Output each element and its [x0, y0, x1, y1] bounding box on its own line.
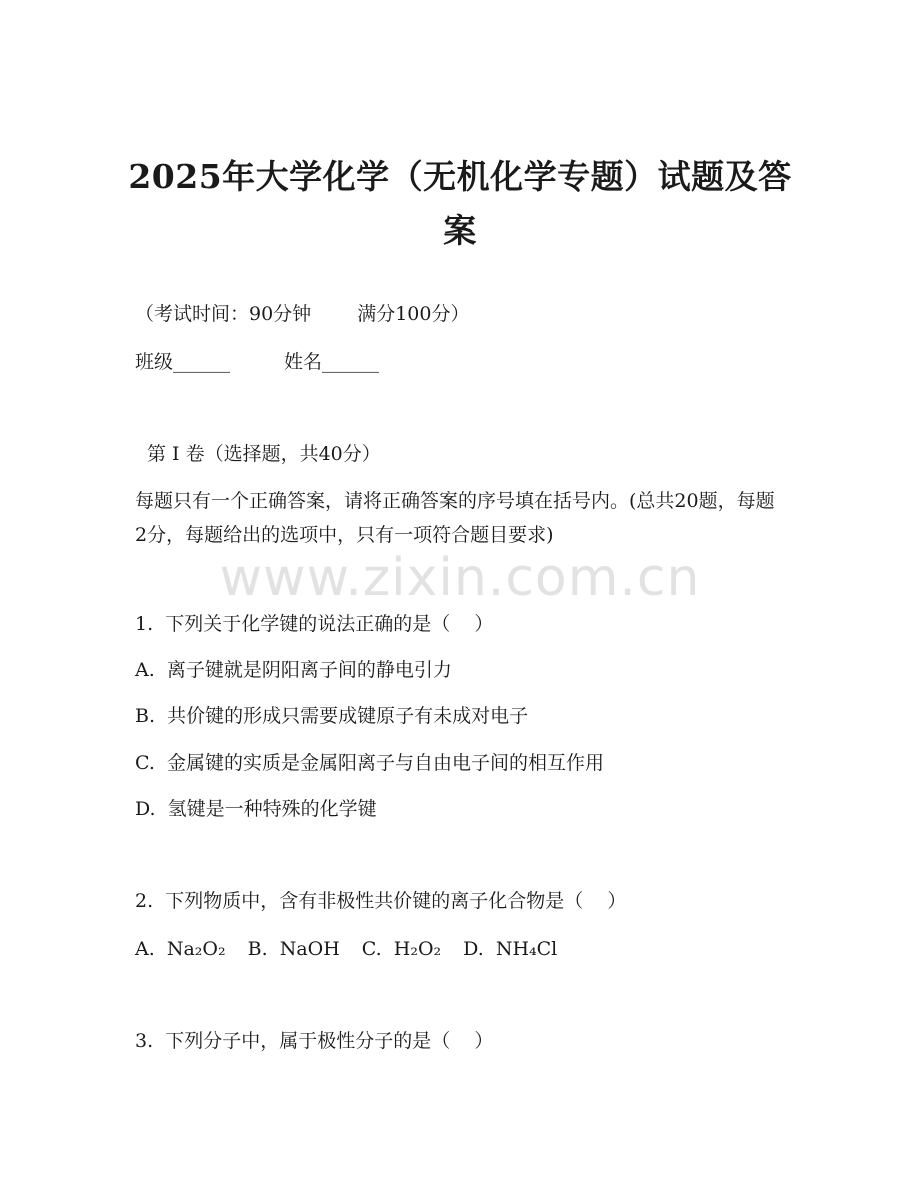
exam-time: （考试时间：90分钟	[135, 303, 312, 325]
question-2-stem: 2. 下列物质中，含有非极性共价键的离子化合物是（ ）	[135, 890, 627, 912]
title-line-2: 案	[443, 211, 477, 250]
watermark: www.zixin.com.cn	[219, 548, 701, 608]
class-field-label: 班级______	[135, 351, 231, 373]
exam-info-line	[135, 297, 469, 331]
question-2-option-c: C. H₂O₂	[361, 938, 442, 960]
question-3-stem: 3. 下列分子中，属于极性分子的是（ ）	[135, 1030, 494, 1052]
question-1-option-a: A. 离子键就是阴阳离子间的静电引力	[135, 659, 452, 681]
name-field-label: 姓名______	[284, 351, 380, 373]
question-1-stem: 1. 下列关于化学键的说法正确的是（ ）	[135, 613, 494, 635]
question-2-option-b: B. NaOH	[247, 938, 340, 960]
section-heading: 第 I 卷（选择题，共40分）	[147, 443, 381, 465]
section-instructions: 每题只有一个正确答案，请将正确答案的序号填在括号内。(总共20题，每题2分，每题给出的选项中，只有一项符合题目要求)	[135, 490, 775, 546]
question-2-options	[135, 932, 579, 966]
exam-score: 满分100分）	[357, 303, 470, 325]
question-1-option-b: B. 共价键的形成只需要成键原子有未成对电子	[135, 705, 529, 727]
page-title	[120, 150, 800, 258]
question-2-option-a: A. Na₂O₂	[135, 938, 226, 960]
title-line-1: 2025年大学化学（无机化学专题）试题及答	[128, 157, 792, 196]
student-info-line	[135, 345, 379, 379]
question-1-option-c: C. 金属键的实质是金属阳离子与自由电子间的相互作用	[135, 752, 604, 774]
question-1-option-d: D. 氢键是一种特殊的化学键	[135, 798, 377, 820]
question-2-option-d: D. NH₄Cl	[463, 938, 558, 960]
